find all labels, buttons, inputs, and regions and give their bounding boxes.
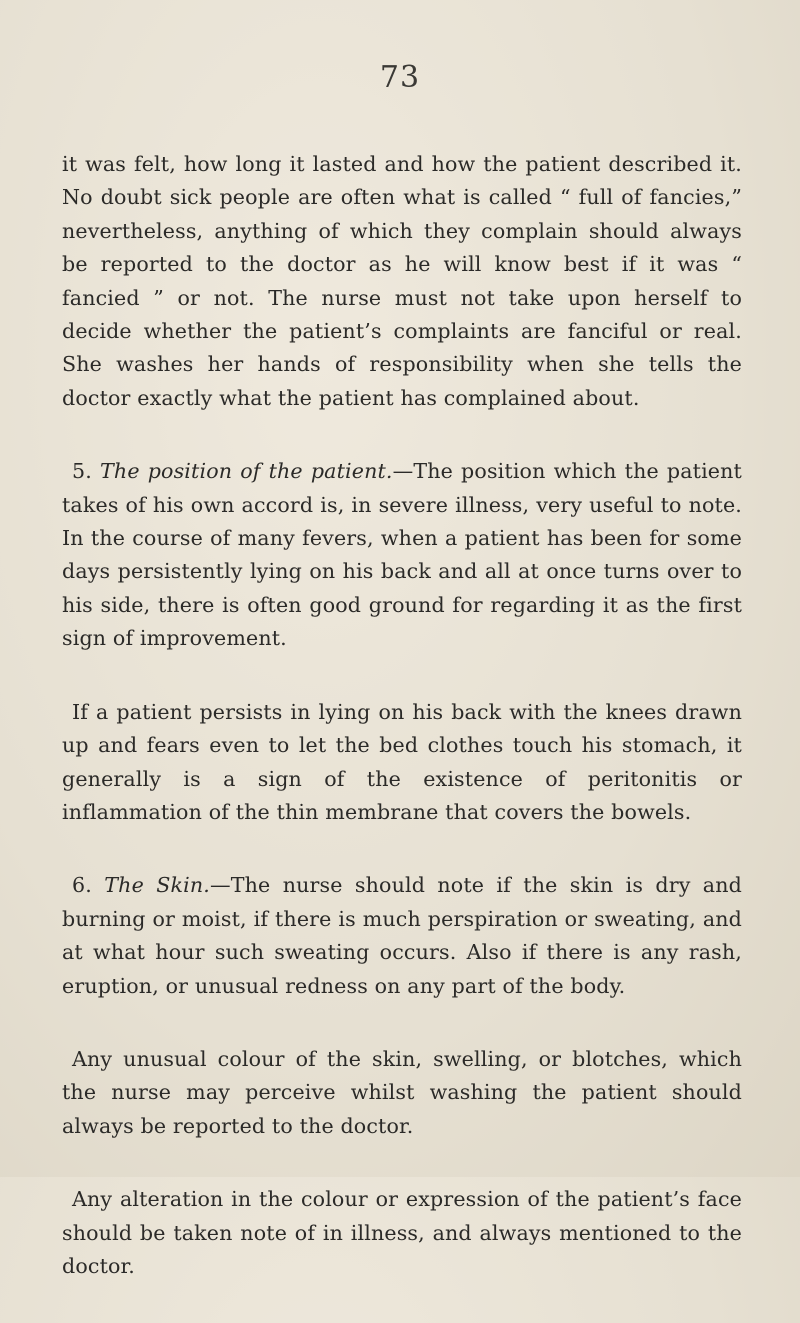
section-number: 6. <box>72 873 92 898</box>
section-heading: The position of the patient. <box>100 459 393 484</box>
paragraph-skin <box>62 869 742 1003</box>
paragraph-text: —The position which the patient takes of his own accord is, in severe illness, very useful to note. In the course of many fevers, when a patient has been for some days persistently lying on his back and all at once turns over to his side, there is often good ground for regarding it as the first sign of improvement. <box>62 459 742 651</box>
paragraph-text: —The nurse should note if the skin is dry and burning or moist, if there is much perspiration or sweating, and at what hour such sweating occurs. Also if there is any rash, eruption, or unusual redness on any part of the body. <box>62 873 742 998</box>
paragraph-skin-colour <box>62 1043 742 1143</box>
paragraph-text: it was felt, how long it lasted and how the patient described it. No doubt sick people are often what is called “ full of fancies,” nevertheless, anything of which they complain should always be reported to the doctor as he will know best if it was “ fancied ” or not. The nurse must not take upon herself to decide whether the patient’s complaints are fanciful or real. She washes her hands of responsibility when she tells the doctor exactly what the patient has complained about. <box>62 152 742 410</box>
body-text <box>62 148 742 1323</box>
paragraph-continuation <box>62 148 742 415</box>
section-heading: The Skin. <box>104 873 210 898</box>
paragraph-text: Any alteration in the colour or expression of the patient’s face should be taken note of in illness, and always mentioned to the doctor. <box>62 1187 742 1278</box>
paragraph-text: Any unusual colour of the skin, swelling, or blotches, which the nurse may perceive whilst washing the patient should always be reported to the doctor. <box>62 1046 742 1138</box>
paragraph-face-expression <box>62 1183 742 1283</box>
section-number: 5. <box>72 459 92 484</box>
paragraph-patient-position <box>62 455 742 655</box>
page-number: 73 <box>379 60 421 95</box>
paragraph-peritonitis <box>62 696 742 830</box>
paragraph-text: If a patient persists in lying on his back with the knees drawn up and fears even to let the bed clothes touch his stomach, it generally is a sign of the existence of peritonitis or inflammation of the thin membrane that covers the bowels. <box>62 699 742 824</box>
